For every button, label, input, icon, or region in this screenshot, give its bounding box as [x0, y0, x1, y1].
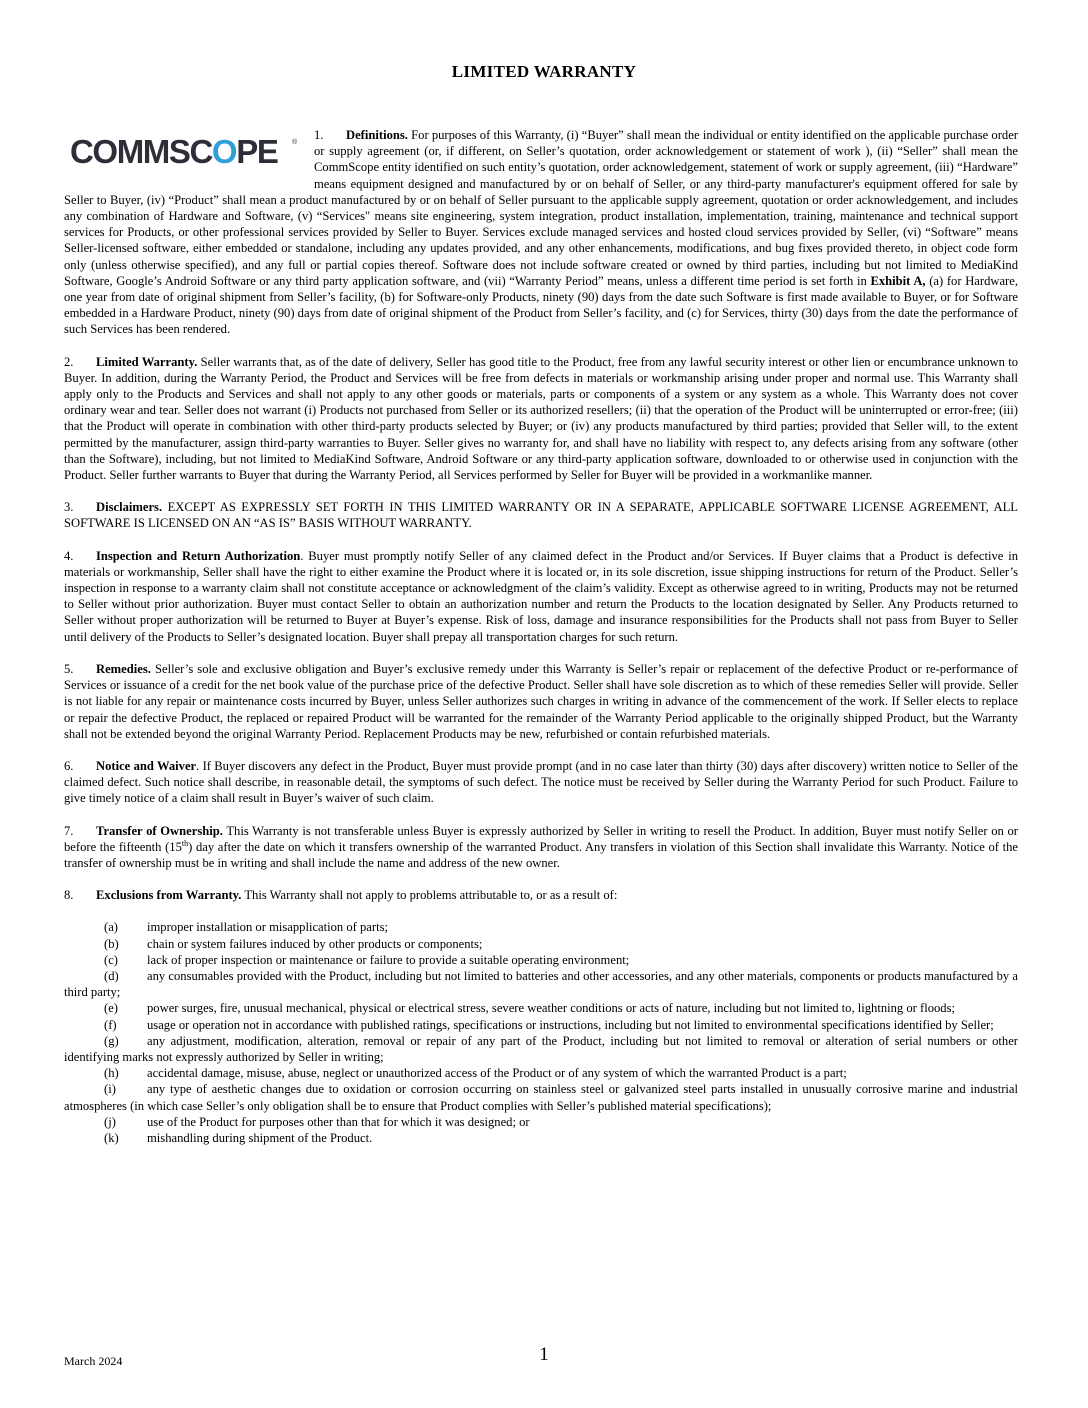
section-text: Seller’s sole and exclusive obligation and Buyer’s exclusive remedy under this Warranty is Seller’s repair or replacement of the defective Product or re-performance of Services or issuance of a credit for the net book value of the purchase price of the defective Product. Seller shall have sole discretion as to which of these remedies Seller will provide. Seller is not liable for any repair or maintenance costs incurred by Buyer, unless Seller authorizes such charges in writing in advance of the commencement of the work. If Seller elects to replace or repair the defective Product, the replaced or repaired Product will be warranted for the remainder of the Warranty Period applicable to the originally shipped Product, but the Warranty shall not be extended beyond the original Warranty Period. Replacement Products may be new, refurbished or contain refurbished materials. — [64, 661, 1018, 741]
item-text: any adjustment, modification, alteration, removal or repair of any part of the Product, including but not limited to removal or alteration of serial numbers or other identifying marks not expressly authorized by Seller in writing; — [64, 1033, 1018, 1064]
exhibit-reference: Exhibit A, — [870, 273, 926, 288]
section-inspection-return — [64, 548, 1018, 645]
item-label: (h) — [104, 1066, 119, 1081]
list-item — [64, 1081, 1018, 1113]
section-number: 3. — [64, 500, 74, 515]
document-title: LIMITED WARRANTY — [451, 62, 637, 81]
section-text: . If Buyer discovers any defect in the Product, Buyer must provide prompt (and in no case later than thirty (30) days after discovery) written notice to Seller of the claimed defect. Such notice shall describe, in reasonable detail, the symptoms of such defect. The notice must be received by Seller during the Warranty Period for such Product. Failure to give timely notice of a claim shall result in Buyer’s waiver of such claim. — [64, 758, 1018, 806]
section-text: EXCEPT AS EXPRESSLY SET FORTH IN THIS LIMITED WARRANTY OR IN A SEPARATE, APPLICABLE SOFTWARE LICENSE AGREEMENT, ALL SOFTWARE IS LICENSED ON AN “AS IS” BASIS WITHOUT WARRANTY. — [64, 500, 1018, 531]
section-number: 4. — [64, 548, 74, 563]
section-number: 8. — [64, 888, 74, 903]
commscope-logo — [66, 131, 304, 175]
item-label: (k) — [104, 1130, 119, 1145]
list-item — [64, 1017, 1018, 1033]
list-item — [64, 952, 1018, 968]
document-body — [64, 127, 1018, 1146]
footer-date: March 2024 — [64, 1354, 123, 1368]
item-text: usage or operation not in accordance with published ratings, specifications or instructions, including but not limited to environmental specifications identified by Seller; — [147, 1017, 994, 1032]
item-text: accidental damage, misuse, abuse, neglect or unauthorized access of the Product or of any system of which the warranted Product is a part; — [147, 1066, 847, 1081]
item-label: (j) — [104, 1114, 116, 1129]
section-notice-waiver — [64, 758, 1018, 807]
exclusions-list — [64, 919, 1018, 1146]
list-item — [64, 1065, 1018, 1081]
item-label: (e) — [104, 1001, 118, 1016]
list-item — [64, 919, 1018, 935]
list-item — [64, 1130, 1018, 1146]
section-number: 6. — [64, 758, 74, 773]
list-item — [64, 1033, 1018, 1065]
section-heading: Definitions. — [346, 128, 408, 142]
item-label: (c) — [104, 952, 118, 967]
item-label: (f) — [104, 1017, 117, 1032]
page-number: 1 — [539, 1344, 549, 1365]
section-number: 1. — [314, 128, 324, 142]
item-text: use of the Product for purposes other than that for which it was designed; or — [147, 1114, 530, 1129]
item-text: mishandling during shipment of the Product. — [147, 1130, 373, 1145]
section-heading: Notice and Waiver — [96, 758, 197, 773]
section-heading: Limited Warranty. — [96, 354, 198, 369]
item-label: (g) — [104, 1033, 119, 1048]
item-label: (d) — [104, 968, 119, 983]
item-text: any type of aesthetic changes due to oxidation or corrosion occurring on stainless steel or galvanized steel parts installed in unusually corrosive marine and industrial atmospheres (in which case Seller’s only obligation shall be to ensure that Product complies with Seller’s published material specifications); — [64, 1082, 1018, 1113]
section-text: This Warranty shall not apply to problems attributable to, or as a result of: — [244, 888, 618, 903]
item-text: power surges, fire, unusual mechanical, physical or electrical stress, severe weather conditions or acts of nature, including but not limited to, lightning or floods; — [147, 1001, 955, 1016]
list-item — [64, 1000, 1018, 1016]
section-text-continued: (a) for Hardware, one year from date of original shipment from Seller’s facility, (b) for Software-only Products, ninety (90) days from the date such Software is first made available to Buyer, or for Software embedded in a Hardware Product, ninety (90) days from date of original shipment of the Product from Seller’s facility, and (c) for Services, thirty (30) days from the date the performance of such Services has been rendered. — [64, 273, 1018, 337]
section-remedies — [64, 661, 1018, 742]
section-text: For purposes of this Warranty, (i) “Buyer” shall mean the individual or entity identified on the applicable purchase order or supply agreement (or, if different, on Seller’s quotation, order acknowledgement or statement of work ), (ii) “Seller” shall mean the CommScope entity identified on such entity’s quotation, order acknowledgement, statement of work or supply agreement, (iii) “Hardware” means equipment designed and manufactured by or on behalf of Seller, or any third-party manufacturer's equipment offered for sale by Seller to Buyer, (iv) “Product” shall mean a product manufactured by or on behalf of Seller pursuant to the applicable supply agreement, quotation or order acknowledgement, and includes any combination of Hardware and Software, (v) “Services" means site engineering, system integration, product installation, implementation, training, maintenance and technical support services for Products, or other professional services provided by Seller to Buyer. Services exclude managed services and hosted cloud services provided by Seller, (vi) “Software” means Seller-licensed software, either embedded or standalone, including any updates provided, and any other enhancements, modifications, and bug fixes provided thereto, in object code form only (unless otherwise specified), and any full or partial copies thereof. Software does not include software created or owned by third parties, including but not limited to MediaKind Software, Google’s Android Software or any third party application software, and (vii) “Warranty Period” means, unless a different time period is set forth in — [64, 128, 1018, 288]
list-item — [64, 1114, 1018, 1130]
list-item — [64, 936, 1018, 952]
item-text: improper installation or misapplication of parts; — [147, 920, 388, 935]
section-heading: Disclaimers. — [96, 500, 163, 515]
section-heading: Remedies. — [96, 661, 151, 676]
logo-wordmark: COMMSCOPE — [70, 133, 278, 170]
item-label: (a) — [104, 920, 118, 935]
section-heading: Exclusions from Warranty. — [96, 888, 242, 903]
item-label: (i) — [104, 1082, 116, 1097]
logo-globe-letter: O — [211, 133, 237, 170]
section-text: . Buyer must promptly notify Seller of any claimed defect in the Product and/or Services. If Buyer claims that a Product is defective in materials or workmanship, Seller shall have the right to either examine the Product where it is located or, in its sole discretion, issue shipping instructions for return of the Product. Seller’s inspection in response to a warranty claim shall not constitute acceptance or acknowledgment of the claim’s validity. Except as otherwise agreed to in writing, Products may not be returned to Seller without prior authorization. Buyer must contact Seller to obtain an authorization number and return the Products to the location designated by Seller. Any Products returned to Seller without proper authorization will be returned to Buyer at Buyer’s expense. Risk of loss, damage and insurance responsibilities for the Products shall not pass from Buyer to Seller until delivery of the Products to Seller’s designated location. Buyer shall prepay all transportation charges for such return. — [64, 548, 1018, 644]
item-text: lack of proper inspection or maintenance or failure to provide a suitable operating environment; — [147, 952, 630, 967]
list-item — [64, 968, 1018, 1000]
section-heading: Inspection and Return Authorization — [96, 548, 301, 563]
section-number: 5. — [64, 661, 74, 676]
section-text: This Warranty is not transferable unless Buyer is expressly authorized by Seller in writing to resell the Product. In addition, Buyer must notify Seller on or before the fifteenth (15 — [64, 823, 1018, 854]
section-limited-warranty — [64, 354, 1018, 484]
ordinal-superscript: th — [181, 838, 189, 848]
section-text-continued: ) day after the date on which it transfers ownership of the warranted Product. Any transfers in violation of this Section shall invalidate this Warranty. Notice of the transfer of ownership must be in writing and shall include the name and address of the new owner. — [64, 839, 1019, 870]
logo-registered-mark: ® — [292, 139, 298, 146]
section-text: Seller warrants that, as of the date of delivery, Seller has good title to the Product, free from any lawful security interest or other lien or encumbrance unknown to Buyer. In addition, during the Warranty Period, the Product and Services will be free from defects in materials or workmanship arising under proper and normal use. This Warranty shall apply only to the Products and Services and shall not apply to any other goods or materials, parts or components of a system or any system as a whole. This Warranty does not cover ordinary wear and tear. Seller does not warrant (i) Products not purchased from Seller or its authorized resellers; (ii) that the operation of the Product will be uninterrupted or error-free; (iii) that the Product will operate in combination with other third-party products selected by Buyer; or (iv) any products manufactured by third parties; provided that Seller will, to the extent permitted by the manufacturer, assign third-party warranties to Buyer. Seller gives no warranty for, and shall have no liability with respect to, any defects arising from any software (other than the Software), including, but not limited to MediaKind Software, Android Software or any third-party application software, downloaded to or otherwise used in conjunction with the Product. Seller further warrants to Buyer that during the Warranty Period, all Services performed by Seller for Buyer will be provided in a workmanlike manner. — [64, 354, 1018, 483]
section-heading: Transfer of Ownership. — [96, 823, 223, 838]
section-disclaimers — [64, 499, 1018, 531]
section-number: 2. — [64, 354, 74, 369]
section-number: 7. — [64, 823, 74, 838]
item-text: any consumables provided with the Product, including but not limited to batteries and other accessories, and any other materials, components or products manufactured by a third party; — [64, 968, 1018, 1000]
item-text: chain or system failures induced by other products or components; — [147, 936, 483, 951]
item-label: (b) — [104, 936, 119, 951]
section-exclusions — [64, 887, 1018, 903]
section-transfer-ownership — [64, 823, 1018, 872]
